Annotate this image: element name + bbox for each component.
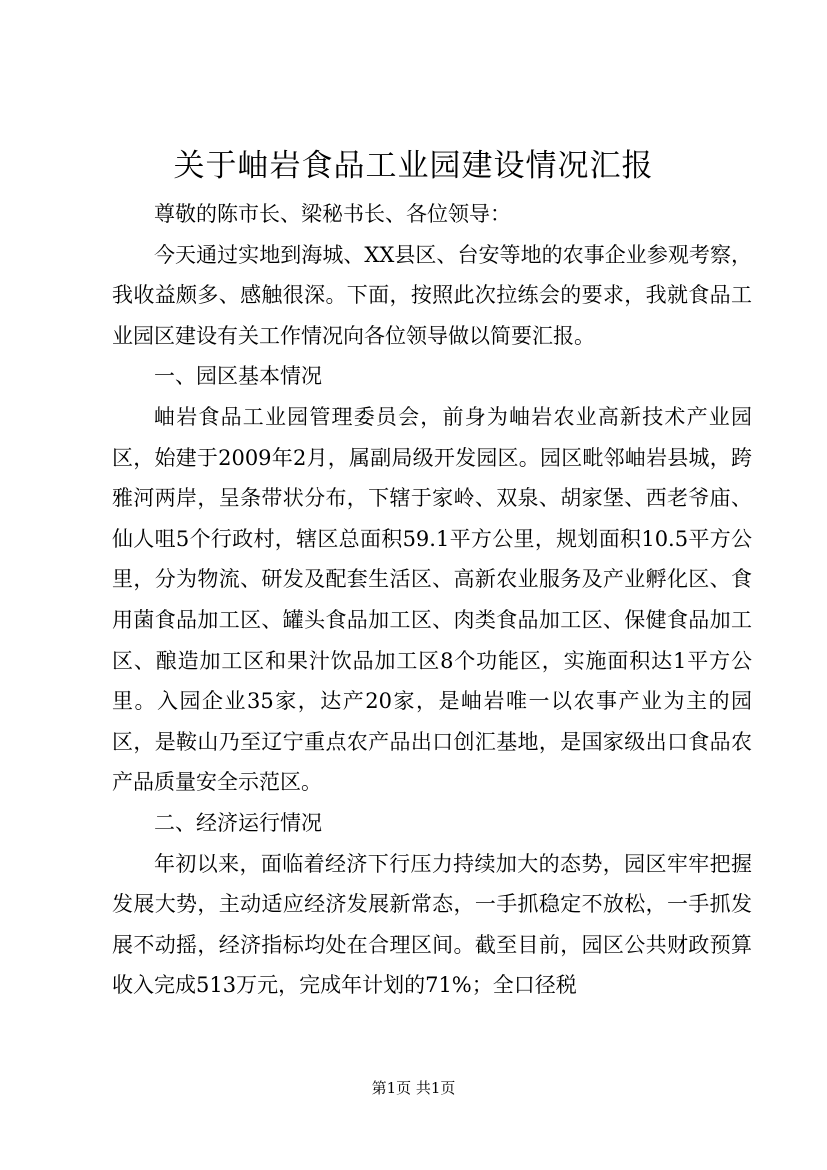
page-footer: 第1页 共1页	[371, 1079, 456, 1097]
section-body-economy: 年初以来，面临着经济下行压力持续加大的态势，园区牢牢把握发展大势，主动适应经济发展新常态，一手抓稳定不放松，一手抓发展不动摇，经济指标均处在合理区间。截至目前，园区公共财政预算收入完成513万元，完成年计划的71%；全口径税	[112, 851, 752, 998]
intro-paragraph: 今天通过实地到海城、XX县区、台安等地的农事企业参观考察，我收益颇多、感触很深。下面，按照此次拉练会的要求，我就食品工业园区建设有关工作情况向各位领导做以简要汇报。	[112, 242, 752, 348]
section-heading-economy: 二、经济运行情况	[154, 810, 322, 835]
salutation: 尊敬的陈市长、梁秘书长、各位领导：	[154, 202, 511, 226]
section-body-basic-info: 岫岩食品工业园管理委员会，前身为岫岩农业高新技术产业园区，始建于2009年2月，属副局级开发园区。园区毗邻岫岩县城，跨雅河两岸，呈条带状分布，下辖于家岭、双泉、胡家堡、西老爷庙、仙人咀5个行政村，辖区总面积59.1平方公里，规划面积10.5平方公里，分为物流、研发及配套生活区、高新农业服务及产业孵化区、食用菌食品加工区、罐头食品加工区、肉类食品加工区、保健食品加工区、酿造加工区和果汁饮品加工区8个功能区，实施面积达1平方公里。入园企业35家，达产20家，是岫岩唯一以农事产业为主的园区，是鞍山乃至辽宁重点农产品出口创汇基地，是国家级出口食品农产品质量安全示范区。	[112, 404, 752, 795]
document-title: 关于岫岩食品工业园建设情况汇报	[173, 148, 654, 184]
section-heading-basic-info: 一、园区基本情况	[154, 364, 322, 389]
document-body	[112, 194, 752, 1006]
